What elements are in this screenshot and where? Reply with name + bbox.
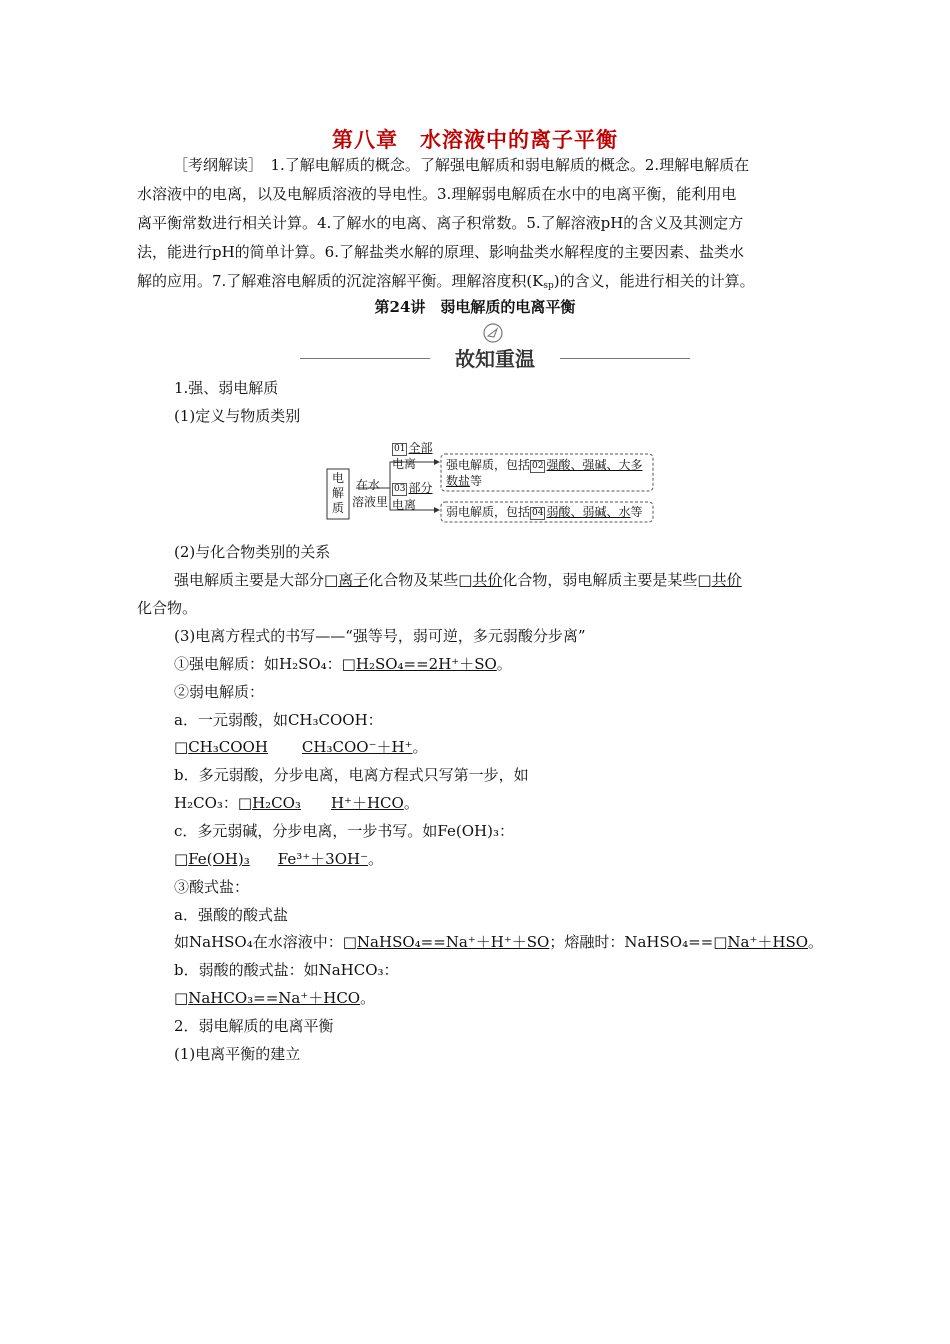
rel-text-3: 化合物，弱电解质主要是某些□ bbox=[502, 571, 712, 589]
s2-sub1: (1)电离平衡的建立 bbox=[174, 1045, 301, 1063]
s1-title: 1.强、弱电解质 bbox=[174, 379, 279, 397]
blank-number-04: 04 bbox=[532, 508, 544, 518]
monoprotic-eq bbox=[174, 736, 428, 758]
base-eq-end: 。 bbox=[368, 850, 384, 868]
nahso4-aqueous-eq: NaHSO₄==Na⁺＋H⁺＋SO bbox=[356, 933, 550, 951]
section-header bbox=[300, 338, 690, 376]
rel-text-1: 强电解质主要是大部分□ bbox=[174, 571, 339, 589]
base-line: c．多元弱碱，分步电离，一步书写。如Fe(OH)₃： bbox=[174, 822, 514, 840]
section-rule-left bbox=[300, 358, 430, 359]
syllabus-line-5-text: 解的应用。7.了解难溶电解质的沉淀溶解平衡。理解溶度积(K bbox=[137, 272, 544, 290]
polyprotic-eq bbox=[174, 792, 419, 814]
monoprotic-eq-left: CH₃COOH bbox=[188, 738, 268, 756]
acid-salt-heading: ③酸式盐： bbox=[174, 878, 250, 896]
rel-text-2: 化合物及某些□ bbox=[368, 571, 473, 589]
bottom-branch-b: 电离 bbox=[392, 498, 417, 512]
monoprotic-line: a．一元弱酸，如CH₃COOH： bbox=[174, 711, 383, 729]
base-eq-left: Fe(OH)₃ bbox=[188, 850, 250, 868]
nahso4-melt-eq: Na⁺＋HSO bbox=[727, 933, 809, 951]
top-branch-answer: 全部 bbox=[408, 441, 433, 455]
cond-line1: 在水 bbox=[356, 478, 381, 492]
strong-eq-line bbox=[174, 653, 512, 675]
syllabus-line-5-tail: )的含义，能进行相关的计算。 bbox=[553, 272, 755, 290]
bottom-branch-answer: 部分 bbox=[408, 481, 433, 495]
chapter-title: 第八章 水溶液中的离子平衡 bbox=[332, 127, 618, 152]
diagram-root bbox=[332, 471, 344, 516]
strong-suffix: 等 bbox=[470, 474, 483, 488]
blank-number-03: 03 bbox=[394, 484, 406, 494]
answer-box: □ bbox=[174, 738, 189, 756]
cond-line2: 溶液里 bbox=[352, 495, 389, 509]
nahco3-end: 。 bbox=[360, 989, 376, 1007]
strong-eq-label: ①强电解质：如H₂SO₄：□ bbox=[174, 655, 356, 673]
weak-prefix: 弱电解质，包括 bbox=[446, 505, 531, 519]
answer-box-3: □ bbox=[174, 989, 189, 1007]
electrolyte-diagram bbox=[326, 438, 656, 528]
syllabus-line-4: 法，能进行pH的简单计算。6.了解盐类水解的原理、影响盐类水解程度的主要因素、盐类水 bbox=[137, 243, 744, 261]
answer-box-2: □ bbox=[174, 850, 189, 868]
book-badge-icon bbox=[480, 322, 506, 344]
monoprotic-eq-end: 。 bbox=[412, 738, 428, 756]
section-rule-right bbox=[560, 358, 690, 359]
strong-answer-a: 强酸、强碱、大多 bbox=[546, 458, 643, 472]
weak-suffix: 等 bbox=[630, 505, 643, 519]
nahco3-eq: NaHCO₃==Na⁺＋HCO bbox=[188, 989, 361, 1007]
syllabus-line-3: 离平衡常数进行相关计算。4.了解水的电离、离子积常数。5.了解溶液pH的含义及其测定方 bbox=[137, 214, 744, 232]
section-title: 故知重温 bbox=[455, 347, 535, 371]
top-branch-a bbox=[392, 440, 432, 456]
relation-line-1 bbox=[174, 569, 742, 591]
strong-eq-end: 。 bbox=[496, 655, 512, 673]
strong-acid-salt: a．强酸的酸式盐 bbox=[174, 906, 288, 924]
syllabus-paragraph bbox=[137, 151, 817, 301]
bottom-branch-a bbox=[392, 480, 432, 496]
s2-title: 2．弱电解质的电离平衡 bbox=[174, 1017, 334, 1035]
root-char-1: 电 bbox=[332, 471, 345, 485]
strong-prefix: 强电解质，包括 bbox=[446, 458, 531, 472]
blank-number-01: 01 bbox=[394, 444, 406, 454]
strong-line-1 bbox=[446, 457, 642, 473]
polyprotic-eq-left: H₂CO₃ bbox=[252, 794, 301, 812]
syllabus-line-2: 水溶液中的电离，以及电解质溶液的导电性。3.理解弱电解质在水中的电离平衡，能利用电 bbox=[137, 185, 737, 203]
rel-answer-3: 共价 bbox=[711, 571, 742, 589]
strong-line-2 bbox=[446, 473, 482, 489]
strong-answer-b: 数盐 bbox=[446, 474, 471, 488]
s1-sub2: (2)与化合物类别的关系 bbox=[174, 543, 331, 561]
s1-sub3: (3)电离方程式的书写——“强等号，弱可逆，多元弱酸分步离” bbox=[174, 627, 586, 645]
monoprotic-eq-right: CH₃COO⁻＋H⁺ bbox=[301, 738, 413, 756]
nahso4-end: 。 bbox=[808, 933, 824, 951]
strong-acid-salt-eq bbox=[174, 931, 823, 953]
polyprotic-eq-right: H⁺＋HCO bbox=[330, 794, 404, 812]
ksp-subscript: sp bbox=[543, 281, 554, 291]
weak-heading: ②弱电解质： bbox=[174, 683, 265, 701]
nahso4-melt-label: ；熔融时：NaHSO₄==□ bbox=[549, 933, 728, 951]
weak-answer: 弱酸、弱碱、水 bbox=[546, 505, 631, 519]
rel-answer-2: 共价 bbox=[472, 571, 503, 589]
top-branch-b: 电离 bbox=[392, 457, 417, 471]
syllabus-line-1: ［考纲解读］ 1.了解电解质的概念。了解强电解质和弱电解质的概念。2.理解电解质在 bbox=[173, 156, 750, 174]
strong-eq-answer: H₂SO₄==2H⁺＋SO bbox=[355, 655, 497, 673]
rel-answer-1: 离子 bbox=[338, 571, 369, 589]
polyprotic-eq-end: 。 bbox=[403, 794, 419, 812]
base-eq bbox=[174, 848, 383, 870]
blank-number-02: 02 bbox=[532, 461, 544, 471]
s1-sub1: (1)定义与物质类别 bbox=[174, 407, 301, 425]
polyprotic-eq-label: H₂CO₃：□ bbox=[174, 794, 253, 812]
polyprotic-line: b．多元弱酸，分步电离，电离方程式只写第一步，如 bbox=[174, 766, 529, 784]
weak-acid-salt: b．弱酸的酸式盐：如NaHCO₃： bbox=[174, 961, 399, 979]
weak-line bbox=[446, 504, 643, 520]
base-eq-right: Fe³⁺＋3OH⁻ bbox=[277, 850, 368, 868]
weak-acid-salt-eq bbox=[174, 987, 375, 1009]
nahso4-label: 如NaHSO₄在水溶液中：□ bbox=[174, 933, 357, 951]
lecture-title: 第24讲 弱电解质的电离平衡 bbox=[374, 298, 576, 316]
root-char-3: 质 bbox=[332, 501, 345, 515]
root-char-2: 解 bbox=[332, 486, 345, 500]
relation-line-2: 化合物。 bbox=[137, 599, 198, 617]
